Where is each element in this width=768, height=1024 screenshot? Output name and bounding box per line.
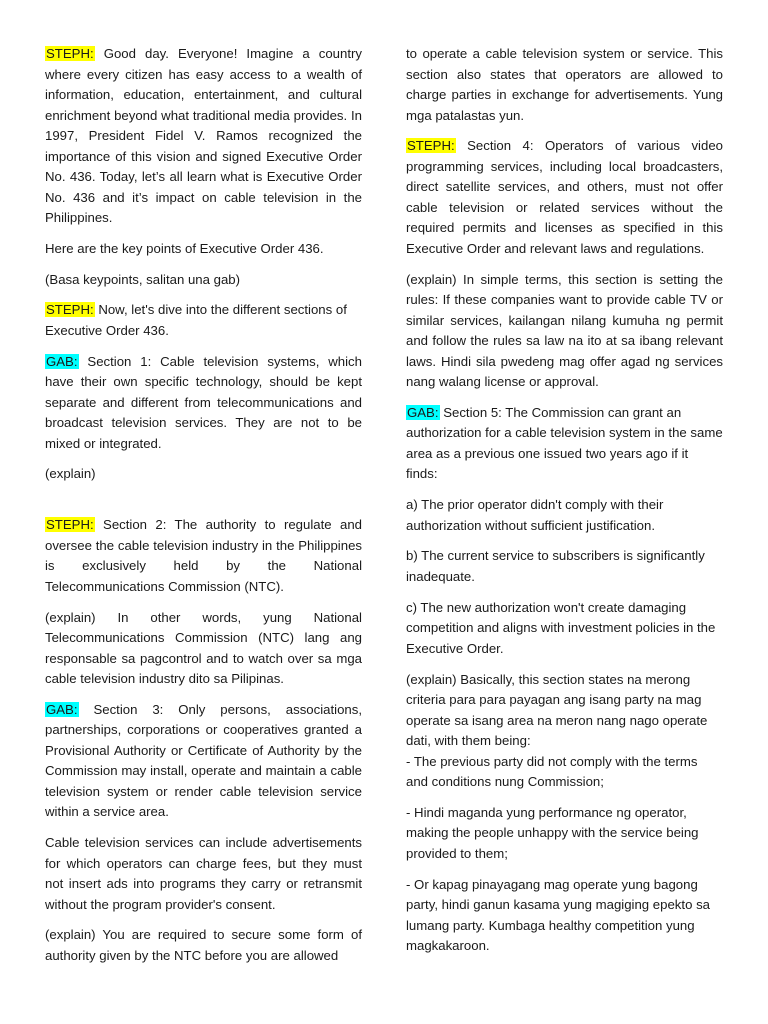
paragraph-text: (explain) You are required to secure some form of authority given by the NTC before you are allowed	[45, 927, 362, 963]
paragraph-section-5-explain	[406, 670, 723, 752]
list-item-c	[406, 598, 723, 660]
left-column	[45, 44, 362, 966]
paragraph-intro	[45, 44, 362, 229]
paragraph-sections-intro	[45, 300, 362, 341]
paragraph-section-4	[406, 136, 723, 259]
paragraph-section-5	[406, 403, 723, 485]
speaker-label-steph: STEPH:	[46, 46, 94, 61]
speaker-label-steph: STEPH:	[46, 302, 94, 318]
paragraph-explain	[45, 464, 362, 485]
right-column	[406, 44, 723, 957]
paragraph-text: (explain)	[45, 466, 96, 482]
paragraph-text: Section 5: The Commission can grant an authorization for a cable television system in the same area as a previous one issued two years ago if it finds:	[406, 404, 723, 482]
speaker-label-steph: STEPH:	[46, 517, 94, 533]
speaker-label-gab: GAB:	[46, 701, 78, 717]
paragraph-text: Section 1: Cable television systems, which have their own specific technology, should be kept separate and different from telecommunications and broadcast television services. They are not to be mixed or integrated.	[45, 353, 362, 451]
paragraph-text: (Basa keypoints, salitan una gab)	[45, 271, 240, 287]
paragraph-text: c) The new authorization won't create damaging competition and aligns with investment policies in the Executive Order.	[406, 599, 716, 656]
paragraph-section-3-explain-continued	[406, 44, 723, 126]
paragraph-section-3-explain	[45, 925, 362, 966]
paragraph-stage-note	[45, 270, 362, 291]
list-item-b	[406, 546, 723, 587]
paragraph-section-2	[45, 515, 362, 597]
paragraph-section-1	[45, 352, 362, 455]
paragraph-text: Now, let's dive into the different sections of Executive Order 436.	[45, 302, 347, 338]
speaker-label-gab: GAB:	[407, 404, 439, 420]
speaker-label-steph: STEPH:	[407, 138, 455, 154]
list-item-a	[406, 495, 723, 536]
paragraph-text: Section 4: Operators of various video programming services, including local broadcasters, direct satellite services, and others, must not offer cable television or related services without the required permits and licenses as specified in this Executive Order and relevant laws and regulations.	[406, 138, 723, 256]
paragraph-section-3	[45, 700, 362, 823]
paragraph-text: to operate a cable television system or service. This section also states that operators are allowed to charge parties in exchange for advertisements. Yung mga patalastas yun.	[406, 46, 723, 123]
paragraph-text: (explain) Basically, this section states na merong criteria para para payagan ang isang party na mag operate sa isang area na meron nang nago operate dati, with them being:	[406, 671, 708, 749]
paragraph-text: (explain) In simple terms, this section is setting the rules: If these companies want to provide cable TV or similar services, kailangan nilang kumuha ng permit and follow the rules sa law na ito at sa ibang relevant laws. Hindi sila pwedeng mag offer agad ng services nang walang license or approval.	[406, 271, 723, 390]
paragraph-text: Here are the key points of Executive Order 436.	[45, 240, 324, 256]
paragraph-key-points	[45, 239, 362, 260]
paragraph-section-2-explain	[45, 608, 362, 690]
blank-line	[45, 495, 362, 515]
paragraph-text: - Or kapag pinayagang mag operate yung bagong party, hindi ganun kasama yung magiging epekto sa lumang party. Kumbaga healthy competition yung magkakaroon.	[406, 876, 710, 954]
paragraph-text: Section 3: Only persons, associations, partnerships, corporations or cooperatives granted a Provisional Authority or Certificate of Authority by the Commission may install, operate and maintain a cable television system or render cable television service within a service area.	[45, 701, 362, 820]
paragraph-text: Cable television services can include advertisements for which operators can charge fees, but they must not insert ads into programs they carry or retransmit without the program provider's consent.	[45, 835, 362, 912]
paragraph-section-4-explain	[406, 270, 723, 393]
criteria-item-2	[406, 803, 723, 865]
paragraph-text: (explain) In other words, yung National Telecommunications Commission (NTC) lang ang responsable sa pagcontrol and to watch over sa mga cable television industry dito sa Pilipinas.	[45, 609, 362, 687]
paragraph-text: Good day. Everyone! Imagine a country where every citizen has easy access to a wealth of information, education, entertainment, and cultural enrichment beyond what traditional media provides. In 1997, President Fidel V. Ramos recognized the importance of this vision and signed Executive Order No. 436. Today, let’s all learn what is Executive Order No. 436 and it’s impact on cable television in the Philippines.	[45, 46, 362, 225]
speaker-label-gab: GAB:	[46, 353, 78, 369]
paragraph-text: - The previous party did not comply with the terms and conditions nung Commission;	[406, 753, 698, 790]
paragraph-text: - Hindi maganda yung performance ng operator, making the people unhappy with the service being provided to them;	[406, 804, 699, 861]
paragraph-section-3-ads	[45, 833, 362, 915]
paragraph-text: a) The prior operator didn't comply with their authorization without sufficient justification.	[406, 497, 664, 533]
criteria-item-3	[406, 875, 723, 957]
criteria-item-1	[406, 752, 723, 793]
paragraph-text: Section 2: The authority to regulate and oversee the cable television industry in the Philippines is exclusively held by the National Telecommunications Commission (NTC).	[45, 517, 362, 594]
paragraph-text: b) The current service to subscribers is significantly inadequate.	[406, 548, 705, 584]
